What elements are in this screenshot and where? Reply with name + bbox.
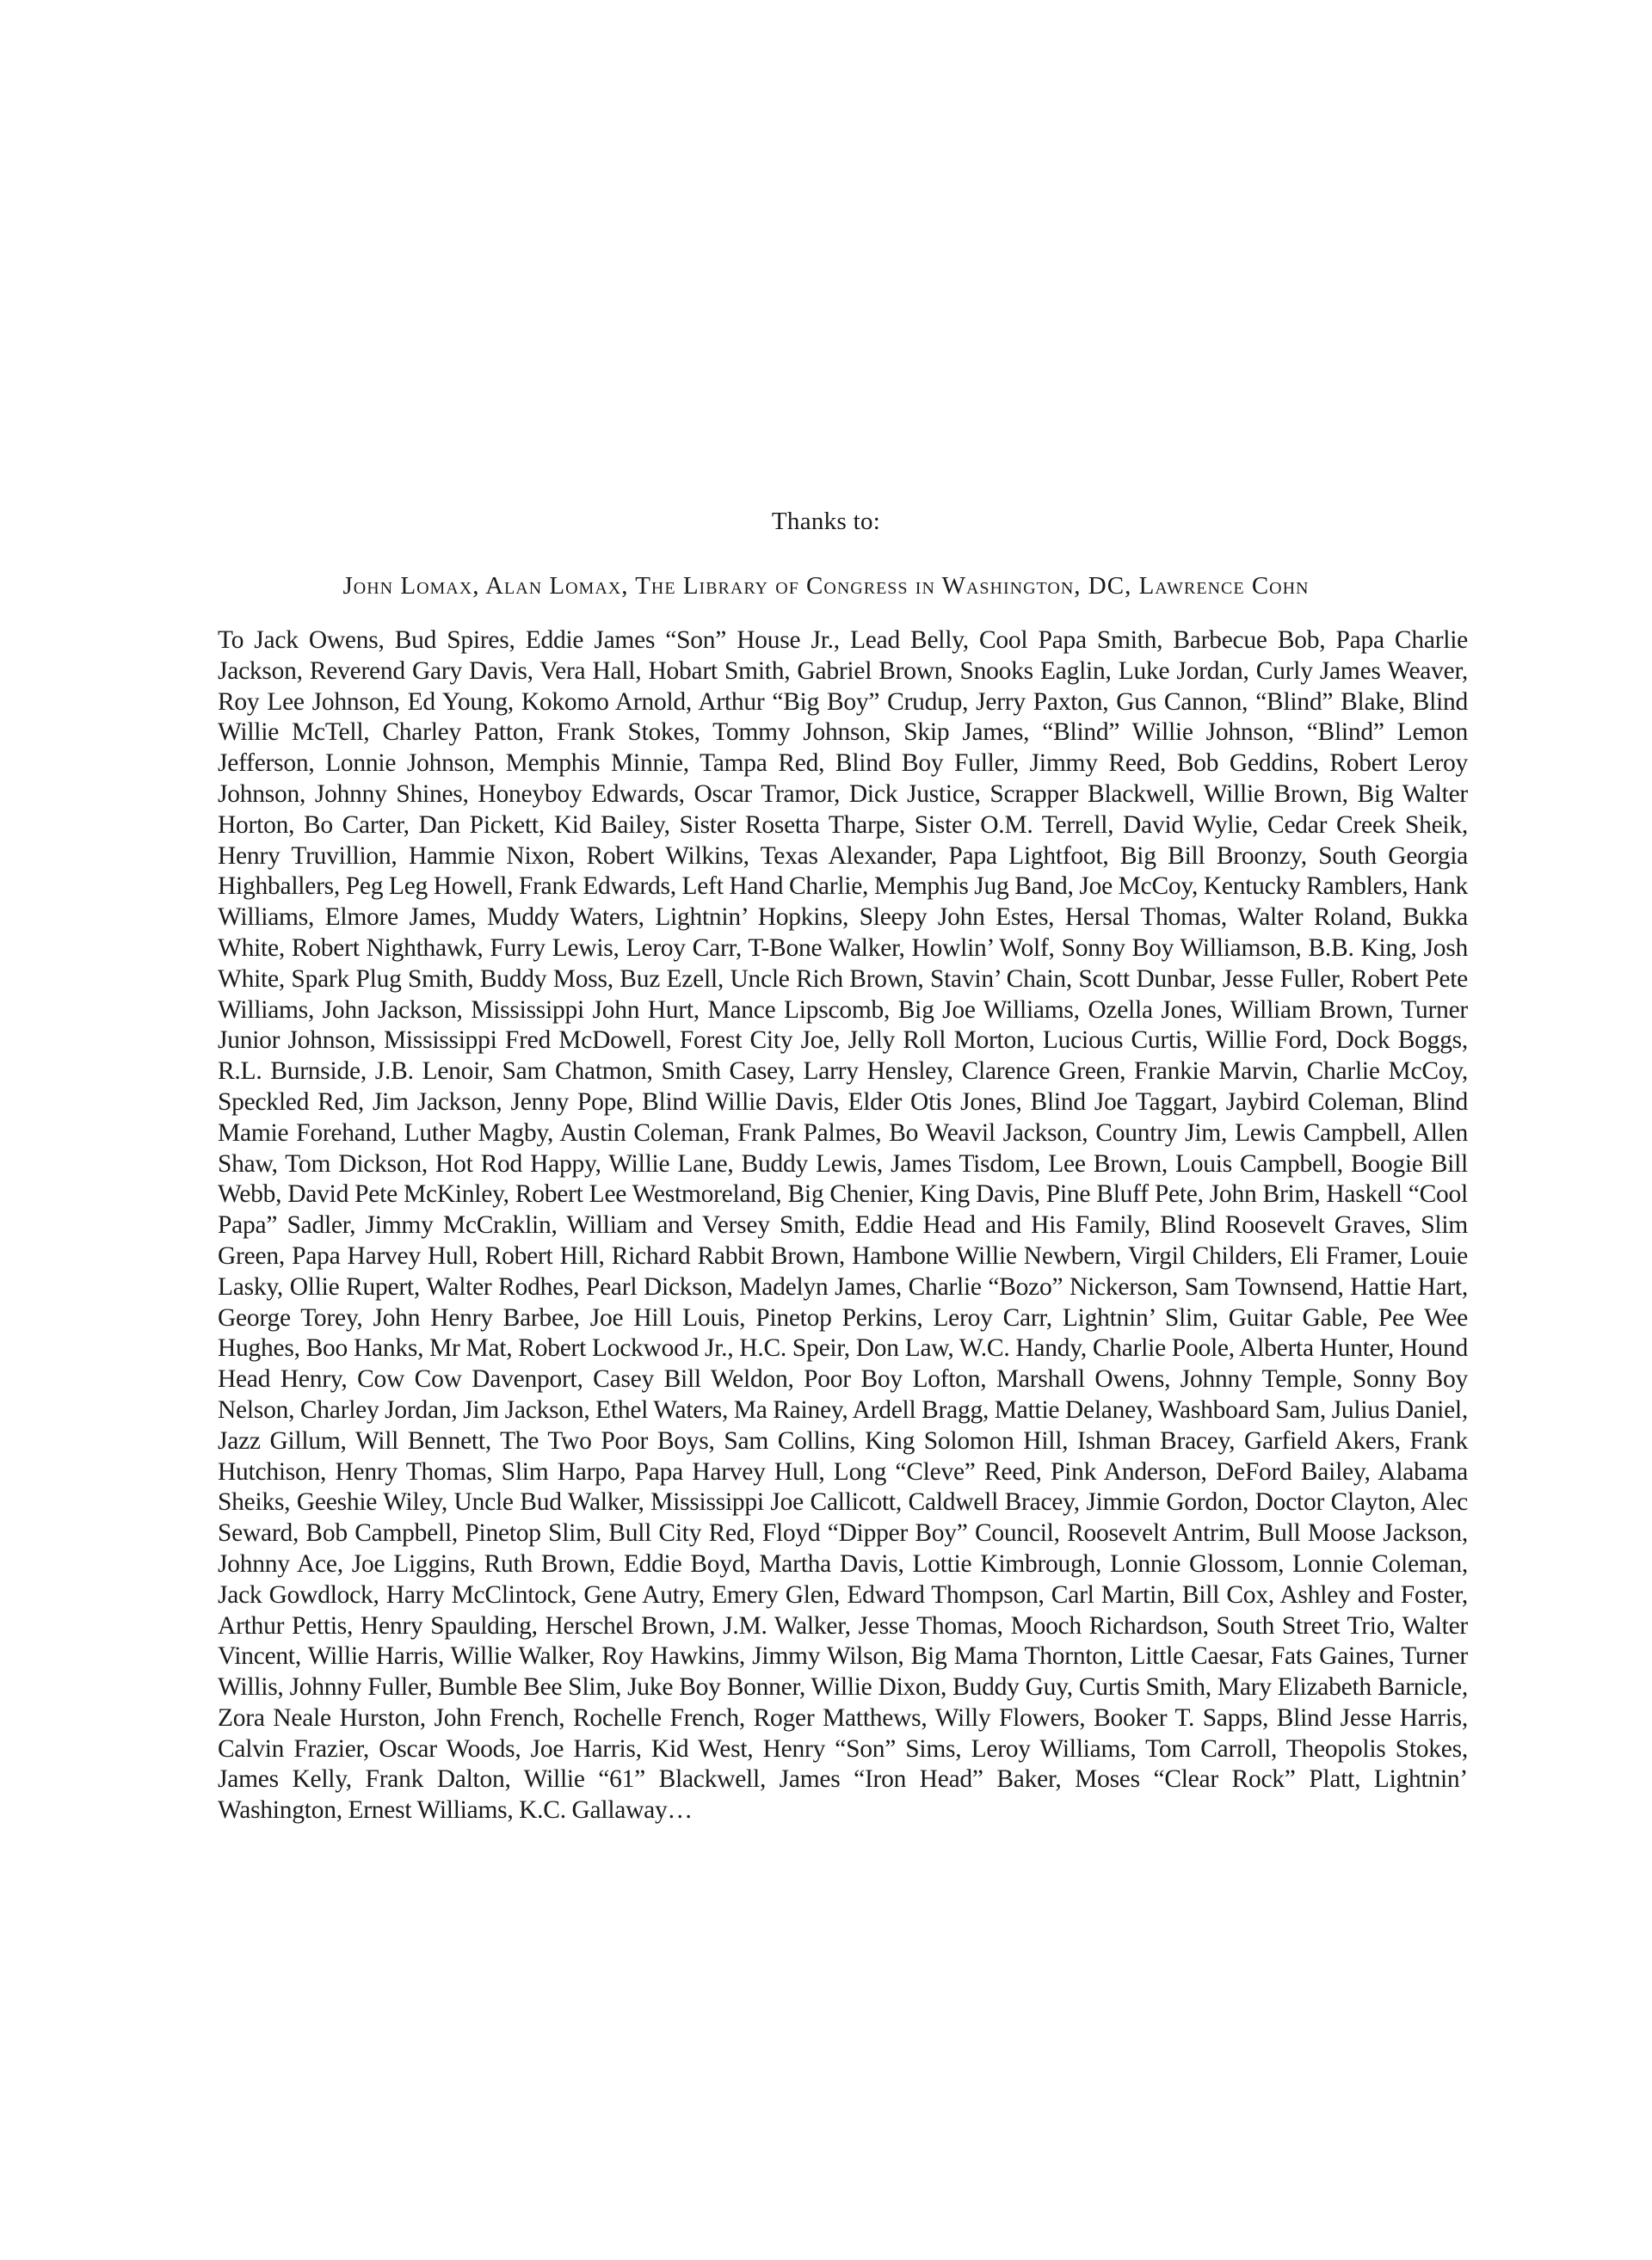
credits-line: John Lomax, Alan Lomax, The Library of Congress in Washington, DC, Lawrence Cohn [342, 572, 1310, 600]
page-heading: Thanks to: [771, 508, 881, 535]
names-paragraph: To Jack Owens, Bud Spires, Eddie James “Son” House Jr., Lead Belly, Cool Papa Smith, Barbecue Bob, Papa Charlie Jackson, Reverend Gary Davis, Vera Hall, Hobart Smith, Gabriel Brown, Snooks Eaglin, Luke Jordan, Curly James Weaver, Roy Lee Johnson, Ed Young, Kokomo Arnold, Arthur “Big Boy” Crudup, Jerry Paxton, Gus Cannon, “Blind” Blake, Blind Willie McTell, Charley Patton, Frank Stokes, Tommy Johnson, Skip James, “Blind” Willie Johnson, “Blind” Lemon Jefferson, Lonnie Johnson, Memphis Minnie, Tampa Red, Blind Boy Fuller, Jimmy Reed, Bob Geddins, Robert Leroy Johnson, Johnny Shines, Honeyboy Edwards, Oscar Tramor, Dick Justice, Scrapper Blackwell, Willie Brown, Big Walter Horton, Bo Carter, Dan Pickett, Kid Bailey, Sister Rosetta Tharpe, Sister O.M. Terrell, David Wylie, Cedar Creek Sheik, Henry Truvillion, Hammie Nixon, Robert Wilkins, Texas Alexander, Papa Lightfoot, Big Bill Broonzy, South Georgia Highballers, Peg Leg Howell, Frank Edwards, Left Hand Charlie, Memphis Jug Band, Joe McCoy, Kentucky Ramblers, Hank Williams, Elmore James, Muddy Waters, Lightnin’ Hopkins, Sleepy John Estes, Hersal Thomas, Walter Roland, Bukka White, Robert Nighthawk, Furry Lewis, Leroy Carr, T-Bone Walker, Howlin’ Wolf, Sonny Boy Williamson, B.B. King, Josh White, Spark Plug Smith, Buddy Moss, Buz Ezell, Uncle Rich Brown, Stavin’ Chain, Scott Dunbar, Jesse Fuller, Robert Pete Williams, John Jackson, Mississippi John Hurt, Mance Lipscomb, Big Joe Williams, Ozella Jones, William Brown, Turner Junior Johnson, Mississippi Fred McDowell, Forest City Joe, Jelly Roll Morton, Lucious Curtis, Willie Ford, Dock Boggs, R.L. Burnside, J.B. Lenoir, Sam Chatmon, Smith Casey, Larry Hensley, Clarence Green, Frankie Marvin, Charlie McCoy, Speckled Red, Jim Jackson, Jenny Pope, Blind Willie Davis, Elder Otis Jones, Blind Joe Taggart, Jaybird Coleman, Blind Mamie Forehand, Luther Magby, Austin Coleman, Frank Palmes, Bo Weavil Jackson, Country Jim, Lewis Campbell, Allen Shaw, Tom Dickson, Hot Rod Happy, Willie Lane, Buddy Lewis, James Tisdom, Lee Brown, Louis Campbell, Boogie Bill Webb, David Pete McKinley, Robert Lee Westmoreland, Big Chenier, King Davis, Pine Bluff Pete, John Brim, Haskell “Cool Papa” Sadler, Jimmy McCraklin, William and Versey Smith, Eddie Head and His Family, Blind Roosevelt Graves, Slim Green, Papa Harvey Hull, Robert Hill, Richard Rabbit Brown, Hambone Willie Newbern, Virgil Childers, Eli Framer, Louie Lasky, Ollie Rupert, Walter Rodhes, Pearl Dickson, Madelyn James, Charlie “Bozo” Nickerson, Sam Townsend, Hattie Hart, George Torey, John Henry Barbee, Joe Hill Louis, Pinetop Perkins, Leroy Carr, Lightnin’ Slim, Guitar Gable, Pee Wee Hughes, Boo Hanks, Mr Mat, Robert Lockwood Jr., H.C. Speir, Don Law, W.C. Handy, Charlie Poole, Alberta Hunter, Hound Head Henry, Cow Cow Davenport, Casey Bill Weldon, Poor Boy Lofton, Marshall Owens, Johnny Temple, Sonny Boy Nelson, Charley Jordan, Jim Jackson, Ethel Waters, Ma Rainey, Ardell Bragg, Mattie Delaney, Washboard Sam, Julius Daniel, Jazz Gillum, Will Bennett, The Two Poor Boys, Sam Collins, King Solomon Hill, Ishman Bracey, Garfield Akers, Frank Hutchison, Henry Thomas, Slim Harpo, Papa Harvey Hull, Long “Cleve” Reed, Pink Anderson, DeFord Bailey, Alabama Sheiks, Geeshie Wiley, Uncle Bud Walker, Mississippi Joe Callicott, Caldwell Bracey, Jimmie Gordon, Doctor Clayton, Alec Seward, Bob Campbell, Pinetop Slim, Bull City Red, Floyd “Dipper Boy” Council, Roosevelt Antrim, Bull Moose Jackson, Johnny Ace, Joe Liggins, Ruth Brown, Eddie Boyd, Martha Davis, Lottie Kimbrough, Lonnie Glossom, Lonnie Coleman, Jack Gowdlock, Harry McClintock, Gene Autry, Emery Glen, Edward Thompson, Carl Martin, Bill Cox, Ashley and Foster, Arthur Pettis, Henry Spaulding, Herschel Brown, J.M. Walker, Jesse Thomas, Mooch Richardson, South Street Trio, Walter Vincent, Willie Harris, Willie Walker, Roy Hawkins, Jimmy Wilson, Big Mama Thornton, Little Caesar, Fats Gaines, Turner Willis, Johnny Fuller, Bumble Bee Slim, Juke Boy Bonner, Willie Dixon, Buddy Guy, Curtis Smith, Mary Elizabeth Barnicle, Zora Neale Hurston, John French, Rochelle French, Roger Matthews, Willy Flowers, Booker T. Sapps, Blind Jesse Harris, Calvin Frazier, Oscar Woods, Joe Harris, Kid West, Henry “Son” Sims, Leroy Williams, Tom Carroll, Theopolis Stokes, James Kelly, Frank Dalton, Willie “61” Blackwell, James “Iron Head” Baker, Moses “Clear Rock” Platt, Lightnin’ Washington, Ernest Williams, K.C. Gallaway… [218, 626, 1468, 1825]
